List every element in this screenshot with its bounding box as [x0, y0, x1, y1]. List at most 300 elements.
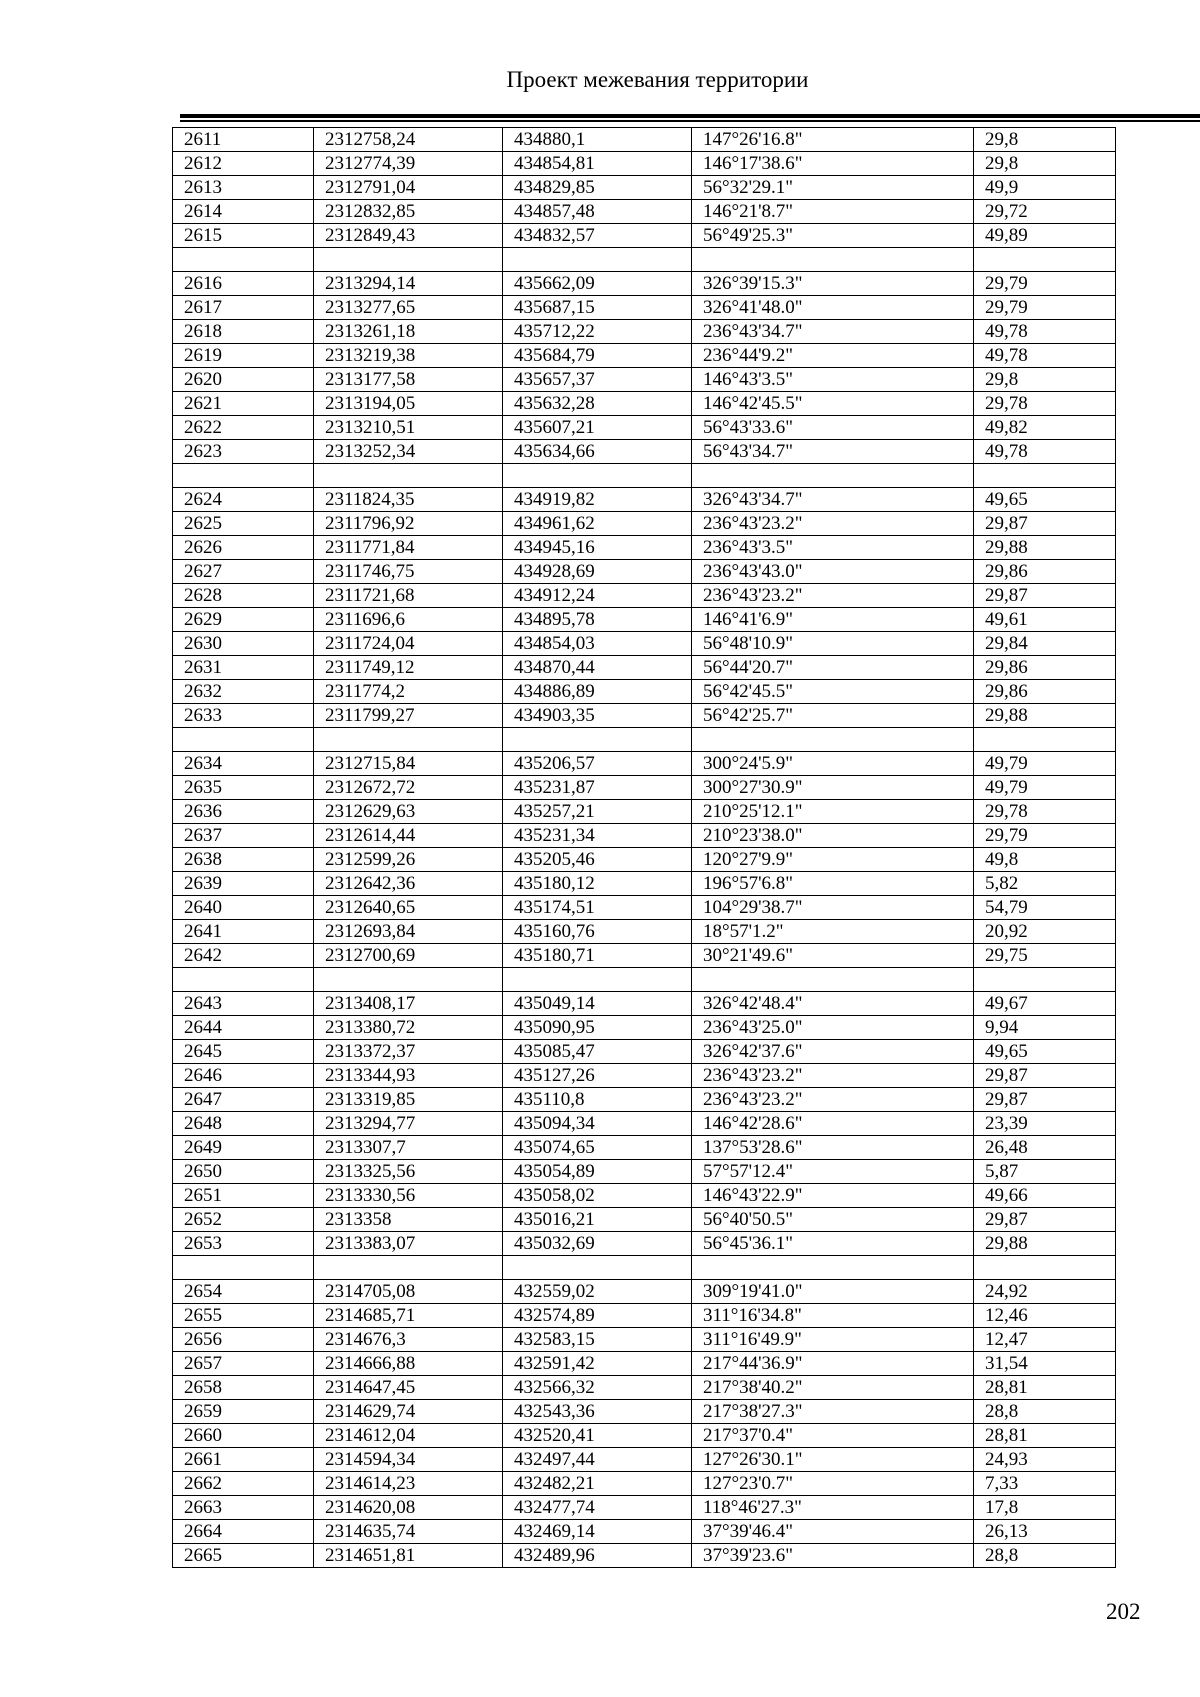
point-number-cell: [173, 728, 314, 752]
length-cell: 29,8: [974, 128, 1116, 152]
direction-angle-cell: 37°39'46.4": [692, 1520, 974, 1544]
y-coordinate-cell: 434961,62: [503, 512, 692, 536]
direction-angle-cell: 37°39'23.6": [692, 1544, 974, 1568]
point-number-cell: 2612: [173, 152, 314, 176]
y-coordinate-cell: 432497,44: [503, 1448, 692, 1472]
direction-angle-cell: 146°41'6.9": [692, 608, 974, 632]
length-cell: 49,82: [974, 416, 1116, 440]
point-number-cell: 2630: [173, 632, 314, 656]
x-coordinate-cell: 2311749,12: [314, 656, 503, 680]
x-coordinate-cell: 2313383,07: [314, 1232, 503, 1256]
length-cell: 29,87: [974, 1088, 1116, 1112]
length-cell: 49,89: [974, 224, 1116, 248]
point-number-cell: [173, 968, 314, 992]
point-number-cell: 2620: [173, 368, 314, 392]
point-number-cell: 2645: [173, 1040, 314, 1064]
direction-angle-cell: [692, 248, 974, 272]
x-coordinate-cell: 2313194,05: [314, 392, 503, 416]
table-row: [173, 632, 1116, 656]
length-cell: 29,84: [974, 632, 1116, 656]
point-number-cell: 2626: [173, 536, 314, 560]
x-coordinate-cell: 2314647,45: [314, 1376, 503, 1400]
x-coordinate-cell: 2311824,35: [314, 488, 503, 512]
table-row: [173, 848, 1116, 872]
direction-angle-cell: [692, 464, 974, 488]
table-row: [173, 704, 1116, 728]
point-number-cell: 2611: [173, 128, 314, 152]
x-coordinate-cell: 2313277,65: [314, 296, 503, 320]
table-row: [173, 656, 1116, 680]
y-coordinate-cell: 432543,36: [503, 1400, 692, 1424]
point-number-cell: 2618: [173, 320, 314, 344]
length-cell: [974, 464, 1116, 488]
direction-angle-cell: 236°43'34.7": [692, 320, 974, 344]
point-number-cell: [173, 1256, 314, 1280]
x-coordinate-cell: 2314594,34: [314, 1448, 503, 1472]
x-coordinate-cell: 2314651,81: [314, 1544, 503, 1568]
table-separator-row: [173, 968, 1116, 992]
direction-angle-cell: 18°57'1.2": [692, 920, 974, 944]
y-coordinate-cell: 434919,82: [503, 488, 692, 512]
length-cell: 28,8: [974, 1544, 1116, 1568]
point-number-cell: 2633: [173, 704, 314, 728]
length-cell: 28,81: [974, 1424, 1116, 1448]
table-row: [173, 1064, 1116, 1088]
x-coordinate-cell: 2314685,71: [314, 1304, 503, 1328]
x-coordinate-cell: 2311724,04: [314, 632, 503, 656]
x-coordinate-cell: 2314676,3: [314, 1328, 503, 1352]
length-cell: 29,88: [974, 1232, 1116, 1256]
y-coordinate-cell: 435016,21: [503, 1208, 692, 1232]
direction-angle-cell: 56°42'45.5": [692, 680, 974, 704]
x-coordinate-cell: 2313261,18: [314, 320, 503, 344]
table-row: [173, 176, 1116, 200]
x-coordinate-cell: 2313294,77: [314, 1112, 503, 1136]
direction-angle-cell: 30°21'49.6": [692, 944, 974, 968]
y-coordinate-cell: 435712,22: [503, 320, 692, 344]
point-number-cell: 2658: [173, 1376, 314, 1400]
table-row: [173, 416, 1116, 440]
y-coordinate-cell: [503, 968, 692, 992]
x-coordinate-cell: 2311696,6: [314, 608, 503, 632]
y-coordinate-cell: 434832,57: [503, 224, 692, 248]
table-row: [173, 1040, 1116, 1064]
direction-angle-cell: 146°42'45.5": [692, 392, 974, 416]
direction-angle-cell: 127°23'0.7": [692, 1472, 974, 1496]
x-coordinate-cell: 2313307,7: [314, 1136, 503, 1160]
direction-angle-cell: 120°27'9.9": [692, 848, 974, 872]
point-number-cell: 2656: [173, 1328, 314, 1352]
length-cell: 12,46: [974, 1304, 1116, 1328]
table-row: [173, 440, 1116, 464]
length-cell: 29,78: [974, 392, 1116, 416]
length-cell: 26,13: [974, 1520, 1116, 1544]
y-coordinate-cell: [503, 1256, 692, 1280]
x-coordinate-cell: 2312629,63: [314, 800, 503, 824]
direction-angle-cell: 56°40'50.5": [692, 1208, 974, 1232]
table-row: [173, 1328, 1116, 1352]
length-cell: 49,66: [974, 1184, 1116, 1208]
direction-angle-cell: 236°43'3.5": [692, 536, 974, 560]
point-number-cell: 2637: [173, 824, 314, 848]
point-number-cell: 2654: [173, 1280, 314, 1304]
length-cell: 29,86: [974, 560, 1116, 584]
y-coordinate-cell: 432489,96: [503, 1544, 692, 1568]
table-separator-row: [173, 248, 1116, 272]
table-row: [173, 776, 1116, 800]
table-row: [173, 488, 1116, 512]
table-row: [173, 800, 1116, 824]
point-number-cell: 2646: [173, 1064, 314, 1088]
length-cell: [974, 968, 1116, 992]
table-row: [173, 368, 1116, 392]
direction-angle-cell: 236°43'23.2": [692, 1064, 974, 1088]
point-number-cell: 2624: [173, 488, 314, 512]
point-number-cell: 2665: [173, 1544, 314, 1568]
length-cell: 54,79: [974, 896, 1116, 920]
direction-angle-cell: 236°43'23.2": [692, 512, 974, 536]
point-number-cell: 2622: [173, 416, 314, 440]
direction-angle-cell: 56°44'20.7": [692, 656, 974, 680]
x-coordinate-cell: 2311799,27: [314, 704, 503, 728]
y-coordinate-cell: 434829,85: [503, 176, 692, 200]
x-coordinate-cell: 2311721,68: [314, 584, 503, 608]
x-coordinate-cell: 2313219,38: [314, 344, 503, 368]
x-coordinate-cell: 2313372,37: [314, 1040, 503, 1064]
length-cell: 49,79: [974, 776, 1116, 800]
direction-angle-cell: 196°57'6.8": [692, 872, 974, 896]
page-title: Проект межевания территории: [506, 67, 809, 92]
point-number-cell: 2636: [173, 800, 314, 824]
point-number-cell: 2635: [173, 776, 314, 800]
point-number-cell: 2634: [173, 752, 314, 776]
y-coordinate-cell: 432469,14: [503, 1520, 692, 1544]
y-coordinate-cell: 434854,03: [503, 632, 692, 656]
x-coordinate-cell: 2312672,72: [314, 776, 503, 800]
y-coordinate-cell: 435180,12: [503, 872, 692, 896]
point-number-cell: 2615: [173, 224, 314, 248]
direction-angle-cell: 311°16'49.9": [692, 1328, 974, 1352]
point-number-cell: 2643: [173, 992, 314, 1016]
y-coordinate-cell: 432482,21: [503, 1472, 692, 1496]
point-number-cell: 2644: [173, 1016, 314, 1040]
length-cell: 26,48: [974, 1136, 1116, 1160]
x-coordinate-cell: 2312693,84: [314, 920, 503, 944]
point-number-cell: 2613: [173, 176, 314, 200]
x-coordinate-cell: 2313294,14: [314, 272, 503, 296]
y-coordinate-cell: 435180,71: [503, 944, 692, 968]
table-row: [173, 1448, 1116, 1472]
table-row: [173, 296, 1116, 320]
direction-angle-cell: 56°42'25.7": [692, 704, 974, 728]
point-number-cell: 2651: [173, 1184, 314, 1208]
table-row: [173, 680, 1116, 704]
x-coordinate-cell: 2312599,26: [314, 848, 503, 872]
table-row: [173, 560, 1116, 584]
table-row: [173, 1184, 1116, 1208]
direction-angle-cell: [692, 728, 974, 752]
length-cell: 24,92: [974, 1280, 1116, 1304]
y-coordinate-cell: 434903,35: [503, 704, 692, 728]
length-cell: [974, 728, 1116, 752]
y-coordinate-cell: [503, 464, 692, 488]
point-number-cell: 2648: [173, 1112, 314, 1136]
direction-angle-cell: 137°53'28.6": [692, 1136, 974, 1160]
direction-angle-cell: 210°25'12.1": [692, 800, 974, 824]
length-cell: 5,82: [974, 872, 1116, 896]
length-cell: 49,61: [974, 608, 1116, 632]
y-coordinate-cell: 432591,42: [503, 1352, 692, 1376]
table-row: [173, 512, 1116, 536]
x-coordinate-cell: 2311774,2: [314, 680, 503, 704]
x-coordinate-cell: 2312774,39: [314, 152, 503, 176]
x-coordinate-cell: 2312849,43: [314, 224, 503, 248]
length-cell: 29,87: [974, 1208, 1116, 1232]
x-coordinate-cell: [314, 968, 503, 992]
length-cell: 7,33: [974, 1472, 1116, 1496]
x-coordinate-cell: 2312642,36: [314, 872, 503, 896]
length-cell: 49,78: [974, 320, 1116, 344]
x-coordinate-cell: 2314612,04: [314, 1424, 503, 1448]
x-coordinate-cell: 2314629,74: [314, 1400, 503, 1424]
point-number-cell: 2662: [173, 1472, 314, 1496]
direction-angle-cell: 127°26'30.1": [692, 1448, 974, 1472]
y-coordinate-cell: 435049,14: [503, 992, 692, 1016]
table-row: [173, 1352, 1116, 1376]
x-coordinate-cell: 2313319,85: [314, 1088, 503, 1112]
length-cell: 31,54: [974, 1352, 1116, 1376]
direction-angle-cell: 300°27'30.9": [692, 776, 974, 800]
y-coordinate-cell: 434895,78: [503, 608, 692, 632]
point-number-cell: 2639: [173, 872, 314, 896]
table-row: [173, 1088, 1116, 1112]
x-coordinate-cell: 2311746,75: [314, 560, 503, 584]
table-row: [173, 992, 1116, 1016]
x-coordinate-cell: 2313325,56: [314, 1160, 503, 1184]
table-row: [173, 320, 1116, 344]
direction-angle-cell: 56°32'29.1": [692, 176, 974, 200]
length-cell: 29,79: [974, 296, 1116, 320]
length-cell: 29,79: [974, 824, 1116, 848]
y-coordinate-cell: 435231,87: [503, 776, 692, 800]
table-row: [173, 1376, 1116, 1400]
point-number-cell: [173, 248, 314, 272]
length-cell: 49,65: [974, 488, 1116, 512]
point-number-cell: 2655: [173, 1304, 314, 1328]
point-number-cell: 2614: [173, 200, 314, 224]
direction-angle-cell: 57°57'12.4": [692, 1160, 974, 1184]
x-coordinate-cell: 2313380,72: [314, 1016, 503, 1040]
table-row: [173, 944, 1116, 968]
point-number-cell: 2652: [173, 1208, 314, 1232]
direction-angle-cell: 146°43'3.5": [692, 368, 974, 392]
x-coordinate-cell: 2313344,93: [314, 1064, 503, 1088]
direction-angle-cell: [692, 968, 974, 992]
direction-angle-cell: 56°43'34.7": [692, 440, 974, 464]
length-cell: 5,87: [974, 1160, 1116, 1184]
table-row: [173, 1232, 1116, 1256]
y-coordinate-cell: 435607,21: [503, 416, 692, 440]
table-row: [173, 1208, 1116, 1232]
y-coordinate-cell: 432583,15: [503, 1328, 692, 1352]
x-coordinate-cell: 2314666,88: [314, 1352, 503, 1376]
length-cell: 29,78: [974, 800, 1116, 824]
table-row: [173, 1400, 1116, 1424]
table-row: [173, 872, 1116, 896]
y-coordinate-cell: 432559,02: [503, 1280, 692, 1304]
point-number-cell: 2650: [173, 1160, 314, 1184]
length-cell: 49,67: [974, 992, 1116, 1016]
x-coordinate-cell: 2314705,08: [314, 1280, 503, 1304]
coordinates-table: [172, 127, 1116, 1568]
direction-angle-cell: 217°37'0.4": [692, 1424, 974, 1448]
x-coordinate-cell: 2313177,58: [314, 368, 503, 392]
point-number-cell: 2616: [173, 272, 314, 296]
direction-angle-cell: 300°24'5.9": [692, 752, 974, 776]
y-coordinate-cell: 435032,69: [503, 1232, 692, 1256]
x-coordinate-cell: [314, 1256, 503, 1280]
length-cell: 29,86: [974, 680, 1116, 704]
y-coordinate-cell: 435657,37: [503, 368, 692, 392]
direction-angle-cell: [692, 1256, 974, 1280]
point-number-cell: 2663: [173, 1496, 314, 1520]
length-cell: 49,79: [974, 752, 1116, 776]
y-coordinate-cell: [503, 728, 692, 752]
length-cell: 29,8: [974, 152, 1116, 176]
coordinates-table-body: [173, 128, 1116, 1568]
x-coordinate-cell: 2314614,23: [314, 1472, 503, 1496]
y-coordinate-cell: 435257,21: [503, 800, 692, 824]
y-coordinate-cell: 434945,16: [503, 536, 692, 560]
y-coordinate-cell: 435110,8: [503, 1088, 692, 1112]
x-coordinate-cell: 2314620,08: [314, 1496, 503, 1520]
y-coordinate-cell: 434928,69: [503, 560, 692, 584]
point-number-cell: 2660: [173, 1424, 314, 1448]
length-cell: 29,87: [974, 512, 1116, 536]
direction-angle-cell: 236°44'9.2": [692, 344, 974, 368]
point-number-cell: 2641: [173, 920, 314, 944]
y-coordinate-cell: 435662,09: [503, 272, 692, 296]
direction-angle-cell: 104°29'38.7": [692, 896, 974, 920]
direction-angle-cell: 236°43'23.2": [692, 1088, 974, 1112]
point-number-cell: 2649: [173, 1136, 314, 1160]
x-coordinate-cell: 2312715,84: [314, 752, 503, 776]
point-number-cell: 2657: [173, 1352, 314, 1376]
table-row: [173, 1520, 1116, 1544]
header-rule-thin: [180, 120, 1200, 122]
point-number-cell: 2631: [173, 656, 314, 680]
direction-angle-cell: 236°43'25.0": [692, 1016, 974, 1040]
table-row: [173, 584, 1116, 608]
point-number-cell: 2664: [173, 1520, 314, 1544]
table-row: [173, 1160, 1116, 1184]
length-cell: [974, 248, 1116, 272]
length-cell: 29,87: [974, 584, 1116, 608]
y-coordinate-cell: 435054,89: [503, 1160, 692, 1184]
y-coordinate-cell: 432477,74: [503, 1496, 692, 1520]
length-cell: 49,78: [974, 344, 1116, 368]
length-cell: 29,88: [974, 704, 1116, 728]
length-cell: 49,65: [974, 1040, 1116, 1064]
y-coordinate-cell: 435058,02: [503, 1184, 692, 1208]
point-number-cell: 2632: [173, 680, 314, 704]
table-row: [173, 128, 1116, 152]
y-coordinate-cell: 435205,46: [503, 848, 692, 872]
point-number-cell: 2629: [173, 608, 314, 632]
table-row: [173, 272, 1116, 296]
length-cell: 29,86: [974, 656, 1116, 680]
table-row: [173, 896, 1116, 920]
length-cell: 20,92: [974, 920, 1116, 944]
direction-angle-cell: 326°42'48.4": [692, 992, 974, 1016]
length-cell: 29,75: [974, 944, 1116, 968]
y-coordinate-cell: 434880,1: [503, 128, 692, 152]
point-number-cell: 2638: [173, 848, 314, 872]
length-cell: 12,47: [974, 1328, 1116, 1352]
point-number-cell: 2647: [173, 1088, 314, 1112]
direction-angle-cell: 311°16'34.8": [692, 1304, 974, 1328]
point-number-cell: 2661: [173, 1448, 314, 1472]
y-coordinate-cell: 435090,95: [503, 1016, 692, 1040]
point-number-cell: 2653: [173, 1232, 314, 1256]
point-number-cell: 2640: [173, 896, 314, 920]
y-coordinate-cell: 435174,51: [503, 896, 692, 920]
table-row: [173, 1016, 1116, 1040]
direction-angle-cell: 118°46'27.3": [692, 1496, 974, 1520]
table-separator-row: [173, 464, 1116, 488]
x-coordinate-cell: 2313210,51: [314, 416, 503, 440]
direction-angle-cell: 146°42'28.6": [692, 1112, 974, 1136]
length-cell: 29,72: [974, 200, 1116, 224]
point-number-cell: 2623: [173, 440, 314, 464]
x-coordinate-cell: 2312700,69: [314, 944, 503, 968]
y-coordinate-cell: 435160,76: [503, 920, 692, 944]
direction-angle-cell: 217°38'27.3": [692, 1400, 974, 1424]
length-cell: 49,78: [974, 440, 1116, 464]
page-number: 202: [1106, 1599, 1141, 1624]
length-cell: 49,8: [974, 848, 1116, 872]
point-number-cell: 2617: [173, 296, 314, 320]
length-cell: 29,8: [974, 368, 1116, 392]
direction-angle-cell: 309°19'41.0": [692, 1280, 974, 1304]
y-coordinate-cell: 434870,44: [503, 656, 692, 680]
direction-angle-cell: 56°49'25.3": [692, 224, 974, 248]
x-coordinate-cell: 2312791,04: [314, 176, 503, 200]
direction-angle-cell: 56°43'33.6": [692, 416, 974, 440]
x-coordinate-cell: 2313252,34: [314, 440, 503, 464]
x-coordinate-cell: 2314635,74: [314, 1520, 503, 1544]
x-coordinate-cell: 2312758,24: [314, 128, 503, 152]
point-number-cell: 2621: [173, 392, 314, 416]
x-coordinate-cell: 2312614,44: [314, 824, 503, 848]
y-coordinate-cell: 434857,48: [503, 200, 692, 224]
length-cell: 24,93: [974, 1448, 1116, 1472]
point-number-cell: 2628: [173, 584, 314, 608]
x-coordinate-cell: 2311796,92: [314, 512, 503, 536]
length-cell: [974, 1256, 1116, 1280]
direction-angle-cell: 146°21'8.7": [692, 200, 974, 224]
direction-angle-cell: 146°43'22.9": [692, 1184, 974, 1208]
direction-angle-cell: 210°23'38.0": [692, 824, 974, 848]
table-separator-row: [173, 728, 1116, 752]
table-row: [173, 536, 1116, 560]
y-coordinate-cell: 435074,65: [503, 1136, 692, 1160]
point-number-cell: 2625: [173, 512, 314, 536]
direction-angle-cell: 236°43'23.2": [692, 584, 974, 608]
y-coordinate-cell: 434912,24: [503, 584, 692, 608]
y-coordinate-cell: 432574,89: [503, 1304, 692, 1328]
table-row: [173, 824, 1116, 848]
